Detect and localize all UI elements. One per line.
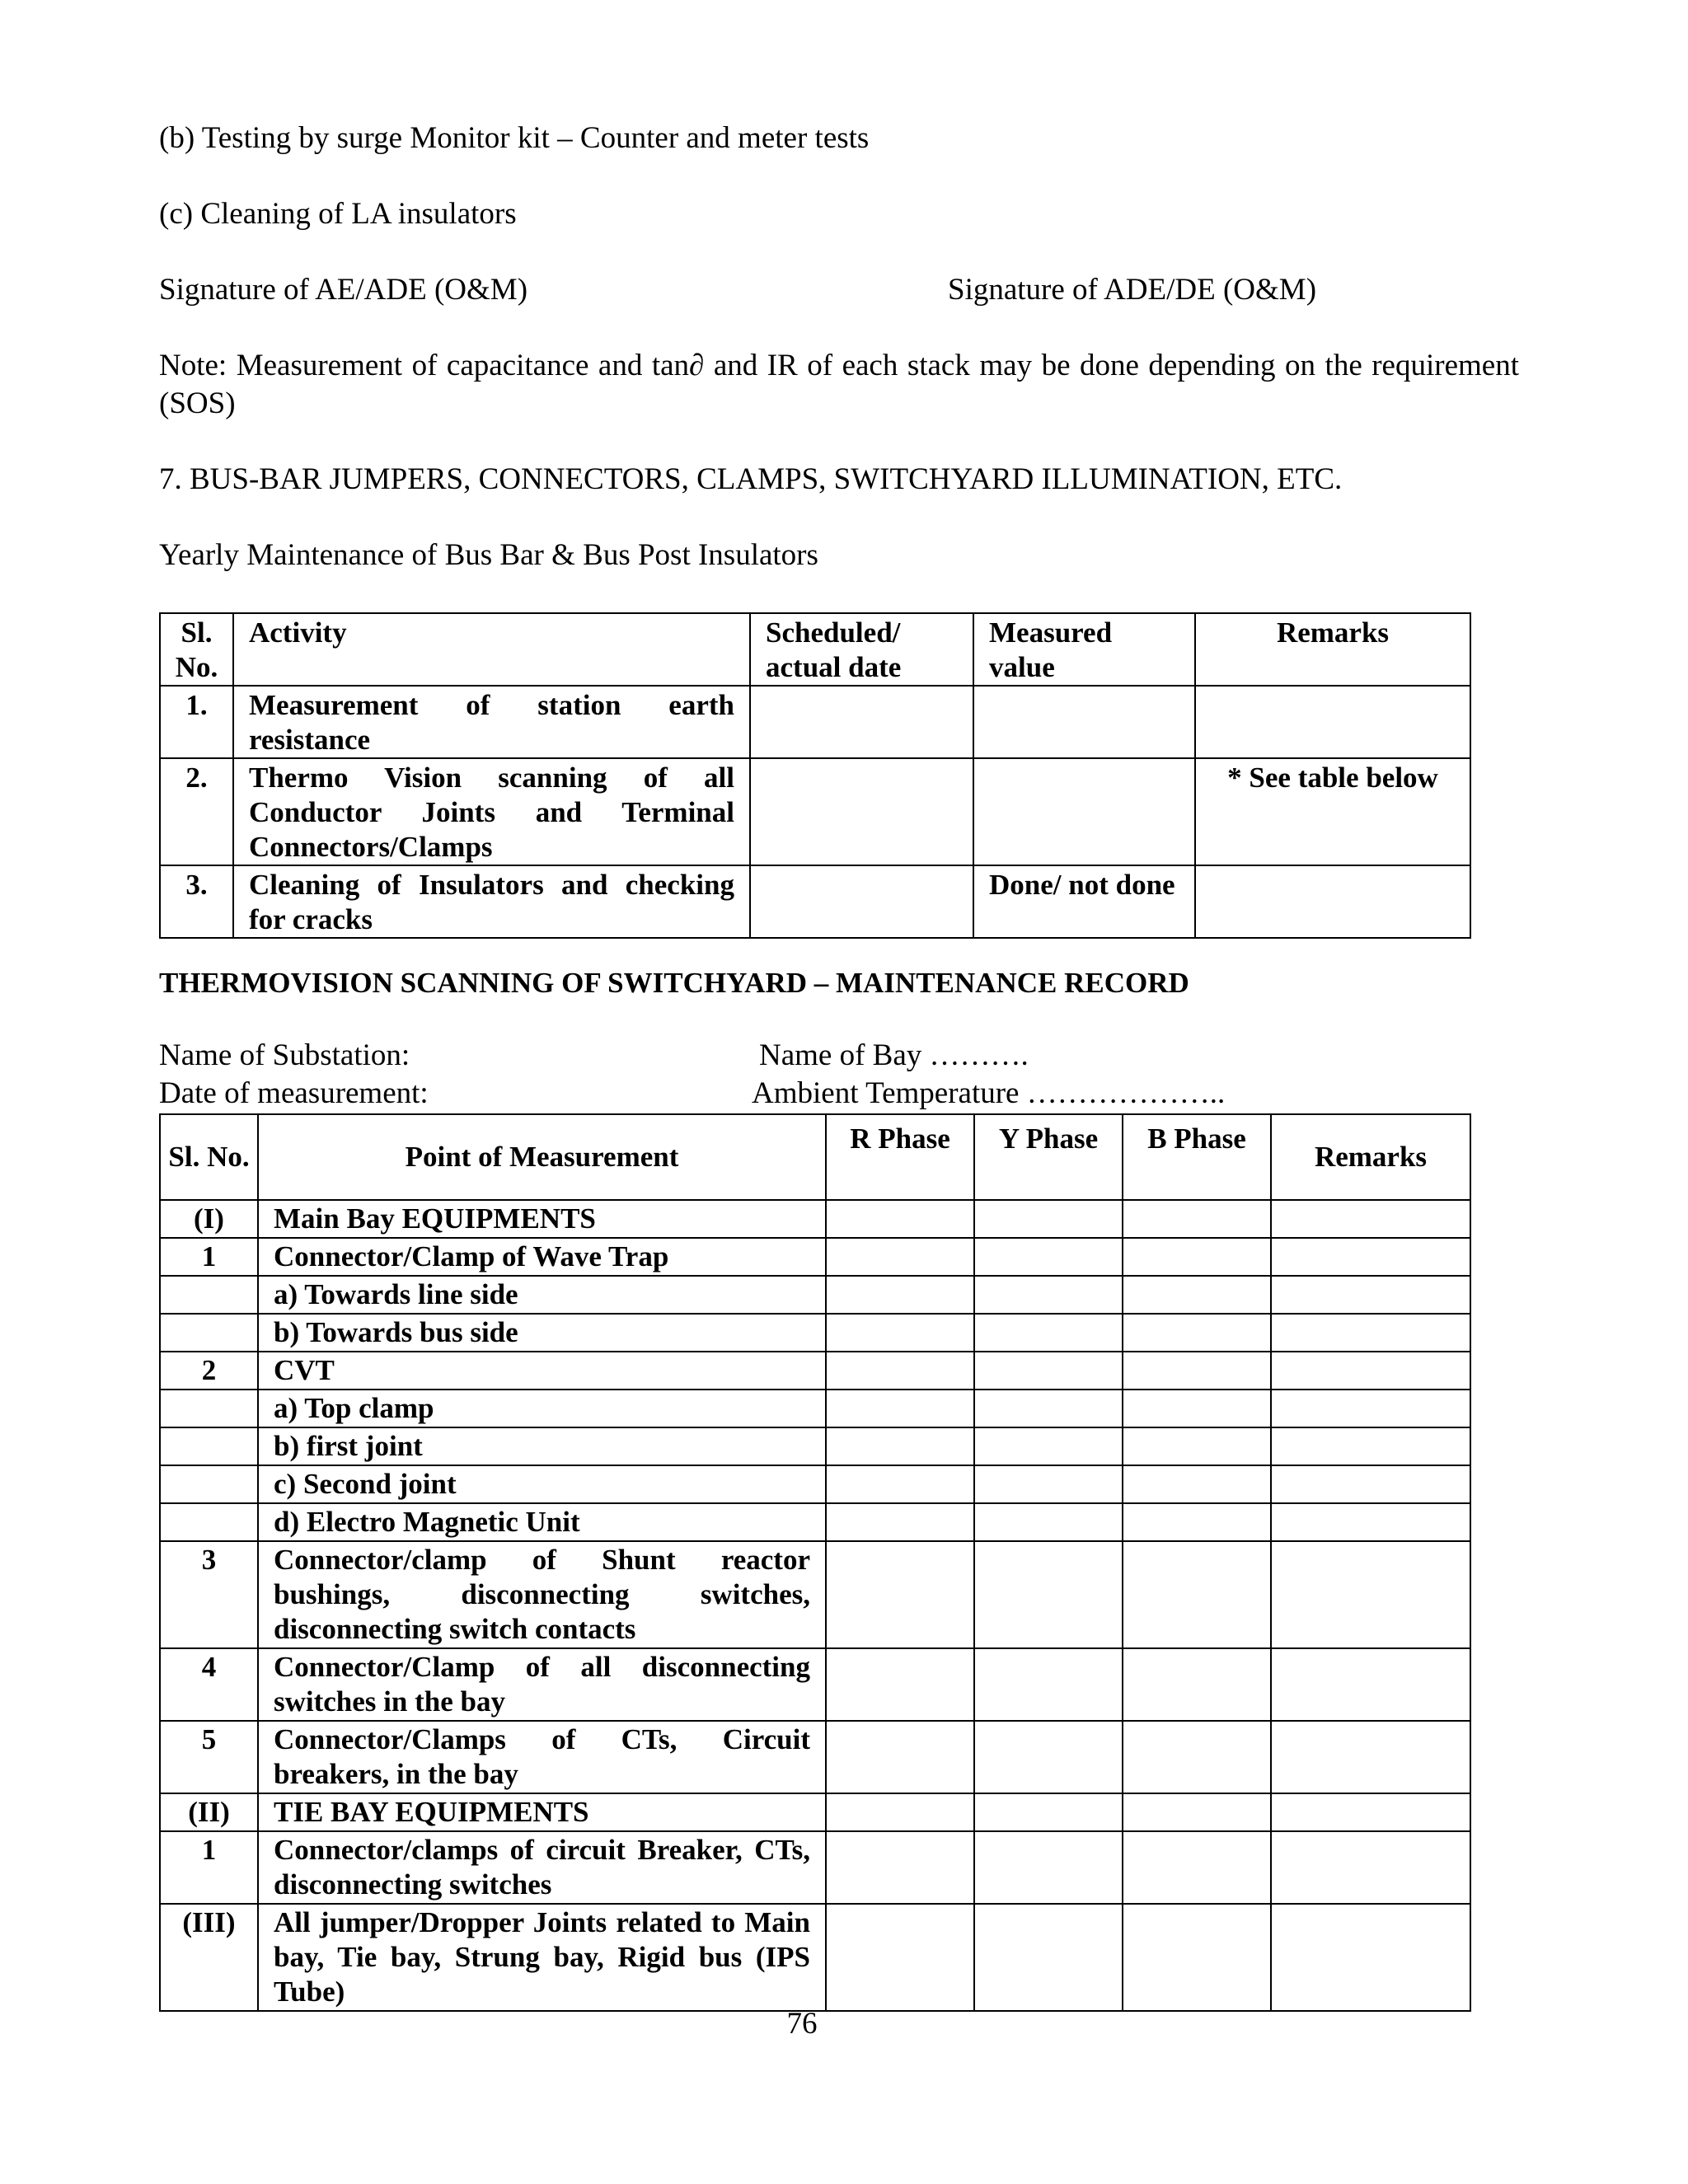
header-sl-no: Sl. No. (160, 613, 233, 686)
row-sl: 1. (160, 686, 233, 758)
row-b-phase (1123, 1352, 1271, 1390)
section-7-subtitle: Yearly Maintenance of Bus Bar & Bus Post Insulators (159, 538, 818, 572)
row-point: a) Top clamp (258, 1390, 826, 1427)
row-y-phase (974, 1314, 1123, 1352)
row-measured (973, 686, 1195, 758)
row-point: Connector/clamps of circuit Breaker, CTs, disconnecting switches (258, 1831, 826, 1904)
row-remarks (1271, 1721, 1470, 1793)
table-row (160, 1541, 1470, 1648)
row-remarks (1271, 1352, 1470, 1390)
row-sl: 3 (160, 1541, 258, 1648)
row-measured: Done/ not done (973, 865, 1195, 938)
row-b-phase (1123, 1238, 1271, 1276)
row-date (750, 865, 973, 938)
table-row (160, 758, 1470, 865)
row-date (750, 758, 973, 865)
row-sl (160, 1503, 258, 1541)
row-sl (160, 1465, 258, 1503)
row-r-phase (826, 1721, 974, 1793)
table-row (160, 686, 1470, 758)
row-r-phase (826, 1427, 974, 1465)
row-point: c) Second joint (258, 1465, 826, 1503)
row-sl: 4 (160, 1648, 258, 1721)
row-b-phase (1123, 1793, 1271, 1831)
note-paragraph: Note: Measurement of capacitance and tan∂ and IR of each stack may be done depending on the requirement (SOS) (159, 349, 1519, 420)
row-y-phase (974, 1238, 1123, 1276)
table-row (160, 1276, 1470, 1314)
row-r-phase (826, 1793, 974, 1831)
row-measured (973, 758, 1195, 865)
row-remarks (1271, 1465, 1470, 1503)
row-r-phase (826, 1200, 974, 1238)
row-remarks (1271, 1390, 1470, 1427)
row-remarks (1271, 1793, 1470, 1831)
row-y-phase (974, 1390, 1123, 1427)
header-remarks: Remarks (1271, 1114, 1470, 1200)
row-point: Connector/Clamp of Wave Trap (258, 1238, 826, 1276)
row-b-phase (1123, 1503, 1271, 1541)
row-r-phase (826, 1503, 974, 1541)
table-row (160, 1427, 1470, 1465)
table-row (160, 1314, 1470, 1352)
row-point: d) Electro Magnetic Unit (258, 1503, 826, 1541)
substation-name-label: Name of Substation: (159, 1038, 410, 1072)
row-sl: (III) (160, 1904, 258, 2011)
row-r-phase (826, 1276, 974, 1314)
row-remarks (1271, 1648, 1470, 1721)
row-point: TIE BAY EQUIPMENTS (258, 1793, 826, 1831)
row-remarks (1271, 1904, 1470, 2011)
row-sl (160, 1314, 258, 1352)
row-y-phase (974, 1427, 1123, 1465)
row-date (750, 686, 973, 758)
row-r-phase (826, 1314, 974, 1352)
table-row (160, 1721, 1470, 1793)
row-b-phase (1123, 1200, 1271, 1238)
row-y-phase (974, 1904, 1123, 2011)
row-y-phase (974, 1200, 1123, 1238)
row-sl: 2 (160, 1352, 258, 1390)
header-y-phase: Y Phase (974, 1114, 1123, 1200)
row-b-phase (1123, 1904, 1271, 2011)
header-r-phase: R Phase (826, 1114, 974, 1200)
row-point: All jumper/Dropper Joints related to Main bay, Tie bay, Strung bay, Rigid bus (IPS Tube) (258, 1904, 826, 2011)
item-c-text: (c) Cleaning of LA insulators (159, 197, 517, 231)
row-y-phase (974, 1503, 1123, 1541)
row-remarks (1271, 1503, 1470, 1541)
row-point: Connector/Clamp of all disconnecting switches in the bay (258, 1648, 826, 1721)
table-header-row (160, 1114, 1470, 1200)
table-row (160, 1200, 1470, 1238)
row-y-phase (974, 1793, 1123, 1831)
header-remarks: Remarks (1195, 613, 1470, 686)
row-sl: 1 (160, 1831, 258, 1904)
table-row (160, 1390, 1470, 1427)
signature-ae-ade: Signature of AE/ADE (O&M) (159, 273, 528, 307)
header-activity: Activity (233, 613, 750, 686)
table-row (160, 1648, 1470, 1721)
row-sl: (II) (160, 1793, 258, 1831)
row-r-phase (826, 1648, 974, 1721)
row-point: a) Towards line side (258, 1276, 826, 1314)
row-sl: 1 (160, 1238, 258, 1276)
row-remarks (1271, 1541, 1470, 1648)
row-y-phase (974, 1831, 1123, 1904)
row-r-phase (826, 1541, 974, 1648)
row-r-phase (826, 1904, 974, 2011)
row-remarks (1271, 1276, 1470, 1314)
table-row (160, 1831, 1470, 1904)
row-b-phase (1123, 1465, 1271, 1503)
bay-name-label: Name of Bay ………. (759, 1038, 1029, 1072)
row-r-phase (826, 1352, 974, 1390)
table-row (160, 1352, 1470, 1390)
row-b-phase (1123, 1721, 1271, 1793)
table-row (160, 1503, 1470, 1541)
table-row (160, 1465, 1470, 1503)
row-remarks: * See table below (1195, 758, 1470, 865)
page-number: 76 (786, 2007, 818, 2041)
row-remarks (1271, 1200, 1470, 1238)
table-row (160, 1904, 1470, 2011)
thermovision-record-table (159, 1113, 1471, 2012)
row-point: b) first joint (258, 1427, 826, 1465)
row-b-phase (1123, 1276, 1271, 1314)
row-b-phase (1123, 1314, 1271, 1352)
row-b-phase (1123, 1648, 1271, 1721)
header-point-of-measurement: Point of Measurement (258, 1114, 826, 1200)
table-header-row (160, 613, 1470, 686)
row-point: Main Bay EQUIPMENTS (258, 1200, 826, 1238)
header-b-phase: B Phase (1123, 1114, 1271, 1200)
row-sl: 3. (160, 865, 233, 938)
row-remarks (1271, 1831, 1470, 1904)
measurement-date-label: Date of measurement: (159, 1076, 429, 1110)
signature-ade-de: Signature of ADE/DE (O&M) (948, 273, 1317, 307)
row-r-phase (826, 1831, 974, 1904)
row-remarks (1195, 865, 1470, 938)
item-b-text: (b) Testing by surge Monitor kit – Counter and meter tests (159, 121, 870, 155)
row-remarks (1271, 1314, 1470, 1352)
bus-bar-maintenance-table (159, 612, 1471, 939)
header-sl-no: Sl. No. (160, 1114, 258, 1200)
row-r-phase (826, 1238, 974, 1276)
row-point: b) Towards bus side (258, 1314, 826, 1352)
row-y-phase (974, 1465, 1123, 1503)
row-activity: Measurement of station earth resistance (233, 686, 750, 758)
row-point: Connector/clamp of Shunt reactor bushings, disconnecting switches, disconnecting switch contacts (258, 1541, 826, 1648)
row-sl (160, 1427, 258, 1465)
header-measured-value: Measured value (973, 613, 1195, 686)
row-remarks (1195, 686, 1470, 758)
row-remarks (1271, 1238, 1470, 1276)
row-point: CVT (258, 1352, 826, 1390)
row-r-phase (826, 1465, 974, 1503)
row-y-phase (974, 1541, 1123, 1648)
row-b-phase (1123, 1390, 1271, 1427)
ambient-temperature-label: Ambient Temperature ……………….. (752, 1076, 1226, 1110)
row-y-phase (974, 1721, 1123, 1793)
row-y-phase (974, 1352, 1123, 1390)
row-sl: (I) (160, 1200, 258, 1238)
table-row (160, 1238, 1470, 1276)
row-y-phase (974, 1276, 1123, 1314)
row-b-phase (1123, 1427, 1271, 1465)
row-sl: 2. (160, 758, 233, 865)
row-sl: 5 (160, 1721, 258, 1793)
row-activity: Cleaning of Insulators and checking for cracks (233, 865, 750, 938)
section-7-title: 7. BUS-BAR JUMPERS, CONNECTORS, CLAMPS, SWITCHYARD ILLUMINATION, ETC. (159, 462, 1343, 496)
row-sl (160, 1276, 258, 1314)
table-row (160, 1793, 1470, 1831)
row-remarks (1271, 1427, 1470, 1465)
header-scheduled-date: Scheduled/ actual date (750, 613, 973, 686)
row-activity: Thermo Vision scanning of all Conductor Joints and Terminal Connectors/Clamps (233, 758, 750, 865)
thermovision-heading: THERMOVISION SCANNING OF SWITCHYARD – MAINTENANCE RECORD (159, 967, 1189, 999)
table-row (160, 865, 1470, 938)
row-b-phase (1123, 1541, 1271, 1648)
row-b-phase (1123, 1831, 1271, 1904)
row-r-phase (826, 1390, 974, 1427)
row-y-phase (974, 1648, 1123, 1721)
row-point: Connector/Clamps of CTs, Circuit breakers, in the bay (258, 1721, 826, 1793)
row-sl (160, 1390, 258, 1427)
